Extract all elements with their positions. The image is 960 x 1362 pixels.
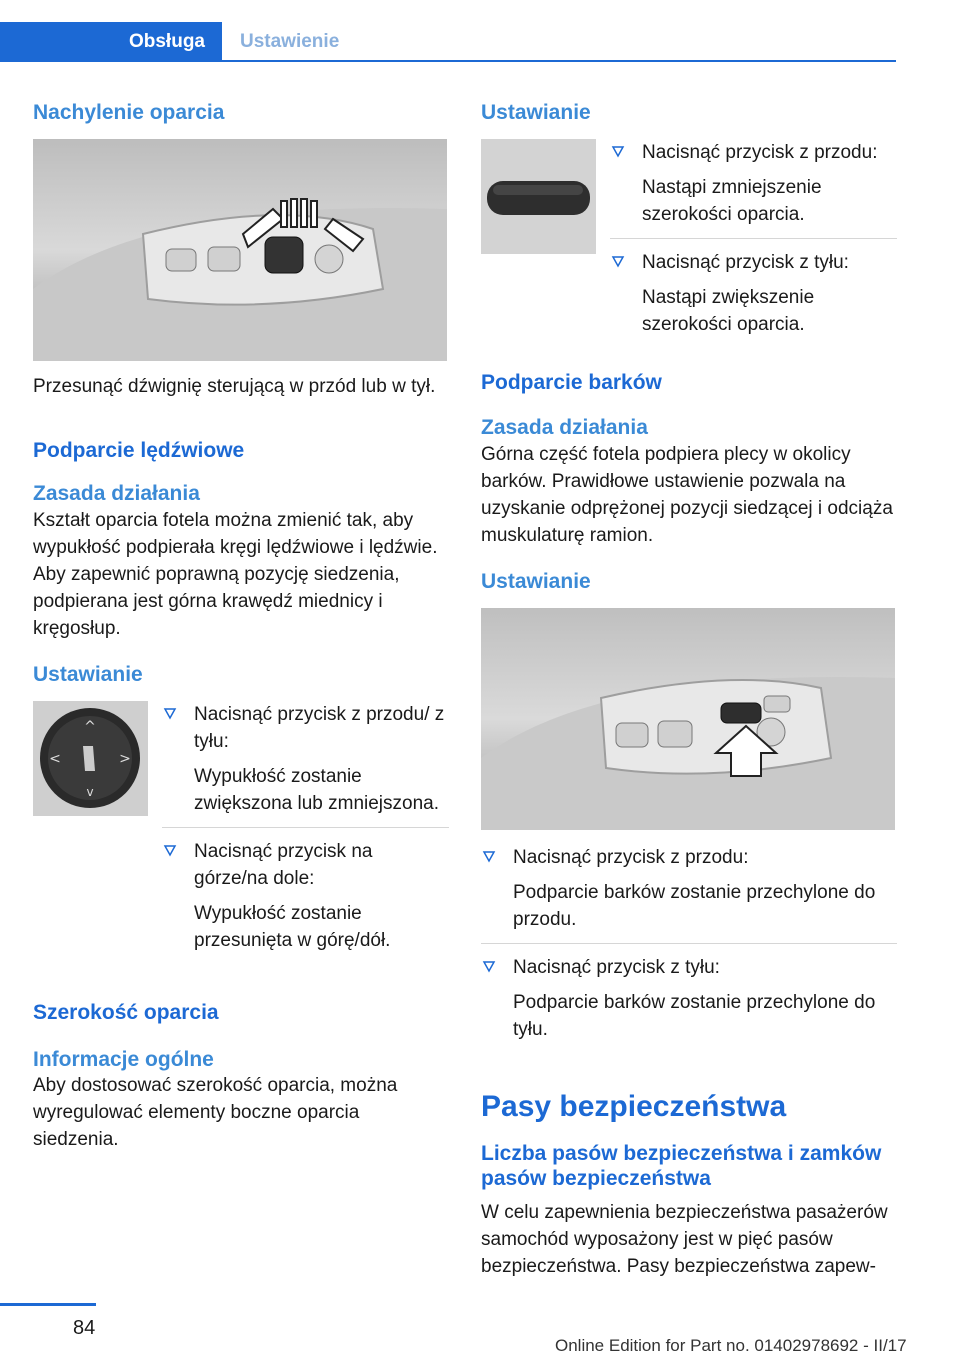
step-action: Nacisnąć przycisk z przodu/ z tyłu: bbox=[194, 703, 445, 752]
step-result: Nastąpi zwiększenie szerokości oparcia. bbox=[642, 287, 815, 336]
width-description: Aby dostosować szerokość oparcia, można wyregulować elementy boczne oparcia siedzenia. bbox=[33, 1075, 398, 1151]
page-footer bbox=[0, 1303, 960, 1362]
tab-ustawienie[interactable]: Ustawienie bbox=[240, 31, 340, 52]
list-item bbox=[162, 827, 449, 964]
list-item bbox=[481, 943, 897, 1053]
header-rule bbox=[0, 60, 896, 62]
section-heading-width: Szerokość oparcia bbox=[33, 1000, 219, 1024]
width-steps bbox=[610, 139, 897, 348]
list-item bbox=[610, 238, 897, 348]
section-heading-seatbelts: Pasy bezpieczeństwa bbox=[481, 1089, 787, 1123]
step-result: Podparcie barków zostanie przechylone do tyłu. bbox=[513, 991, 876, 1040]
lumbar-steps bbox=[162, 701, 449, 964]
svg-text:<: < bbox=[49, 750, 61, 767]
seatbelt-description: W celu zapewnienia bezpieczeństwa pasażerów samochód wyposażony jest w pięć pasów bezpieczeństwa. Pasy bezpieczeństwa zapew- bbox=[481, 1202, 888, 1278]
section-heading-lumbar: Podparcie lędźwiowe bbox=[33, 439, 245, 463]
triangle-bullet-icon bbox=[481, 958, 497, 974]
header-tabs bbox=[0, 22, 896, 62]
shoulder-description: Górna część fotela podpiera plecy w okolicy barków. Prawidłowe ustawienie pozwala na uzyskanie odprężonej pozycji siedzącej i odciąża muskulaturę ramion. bbox=[481, 443, 893, 546]
triangle-bullet-icon bbox=[162, 705, 178, 721]
tab-obsluga[interactable]: Obsługa bbox=[0, 22, 222, 62]
triangle-bullet-icon bbox=[610, 143, 626, 159]
page-number: 84 bbox=[73, 1317, 96, 1339]
triangle-bullet-icon bbox=[610, 253, 626, 269]
right-column bbox=[481, 100, 897, 1280]
section-heading-backrest-tilt: Nachylenie oparcia bbox=[33, 101, 225, 124]
left-column bbox=[33, 100, 449, 1153]
step-result: Wypukłość zostanie przesunięta w górę/dół. bbox=[194, 902, 391, 951]
lumbar-adjust-heading: Ustawianie bbox=[33, 662, 143, 686]
width-adjust-heading: Ustawianie bbox=[481, 101, 591, 124]
step-action: Nacisnąć przycisk z tyłu: bbox=[642, 252, 849, 274]
edition-note: Online Edition for Part no. 01402978692 - II/17 bbox=[555, 1336, 907, 1355]
section-heading-shoulder: Podparcie barków bbox=[481, 371, 662, 395]
shoulder-principle-heading: Zasada działania bbox=[481, 416, 648, 440]
list-item bbox=[162, 701, 449, 827]
svg-text:^: ^ bbox=[84, 718, 96, 735]
svg-text:>: > bbox=[119, 750, 131, 767]
lumbar-adjust-block bbox=[33, 701, 449, 964]
width-control-image bbox=[481, 139, 596, 254]
step-action: Nacisnąć przycisk z przodu: bbox=[642, 142, 878, 164]
list-item bbox=[610, 139, 897, 238]
lumbar-principle-heading: Zasada działania bbox=[33, 482, 200, 506]
step-result: Nastąpi zmniejszenie szerokości oparcia. bbox=[642, 177, 822, 226]
seatbelt-count-heading: Liczba pasów bezpieczeństwa i zamków pasów bezpieczeństwa bbox=[481, 1141, 882, 1190]
footer-rule bbox=[0, 1303, 96, 1306]
step-action: Nacisnąć przycisk z przodu: bbox=[513, 846, 749, 868]
triangle-bullet-icon bbox=[481, 848, 497, 864]
step-action: Nacisnąć przycisk na górze/na dole: bbox=[194, 840, 373, 889]
triangle-bullet-icon bbox=[162, 842, 178, 858]
lumbar-control-image bbox=[33, 701, 148, 816]
width-general-heading: Informacje ogólne bbox=[33, 1047, 214, 1071]
shoulder-adjust-heading: Ustawianie bbox=[481, 569, 591, 593]
seat-control-tilt-image bbox=[33, 139, 447, 361]
step-result: Podparcie barków zostanie przechylone do przodu. bbox=[513, 881, 876, 930]
step-action: Nacisnąć przycisk z tyłu: bbox=[513, 956, 720, 978]
list-item bbox=[481, 844, 897, 943]
lumbar-description: Kształt oparcia fotela można zmienić tak, aby wypukłość podpierała kręgi lędźwiowe i lędźwie. Aby zapewnić poprawną pozycję siedzenia, podpierana jest górna krawędź miednicy i kręgosłup. bbox=[33, 509, 438, 639]
step-result: Wypukłość zostanie zwiększona lub zmniejszona. bbox=[194, 765, 440, 814]
shoulder-steps bbox=[481, 844, 897, 1053]
shoulder-control-image bbox=[481, 608, 895, 830]
width-adjust-block bbox=[481, 139, 897, 348]
tilt-description: Przesunąć dźwignię sterującą w przód lub w tył. bbox=[33, 376, 436, 398]
svg-text:v: v bbox=[86, 784, 94, 799]
